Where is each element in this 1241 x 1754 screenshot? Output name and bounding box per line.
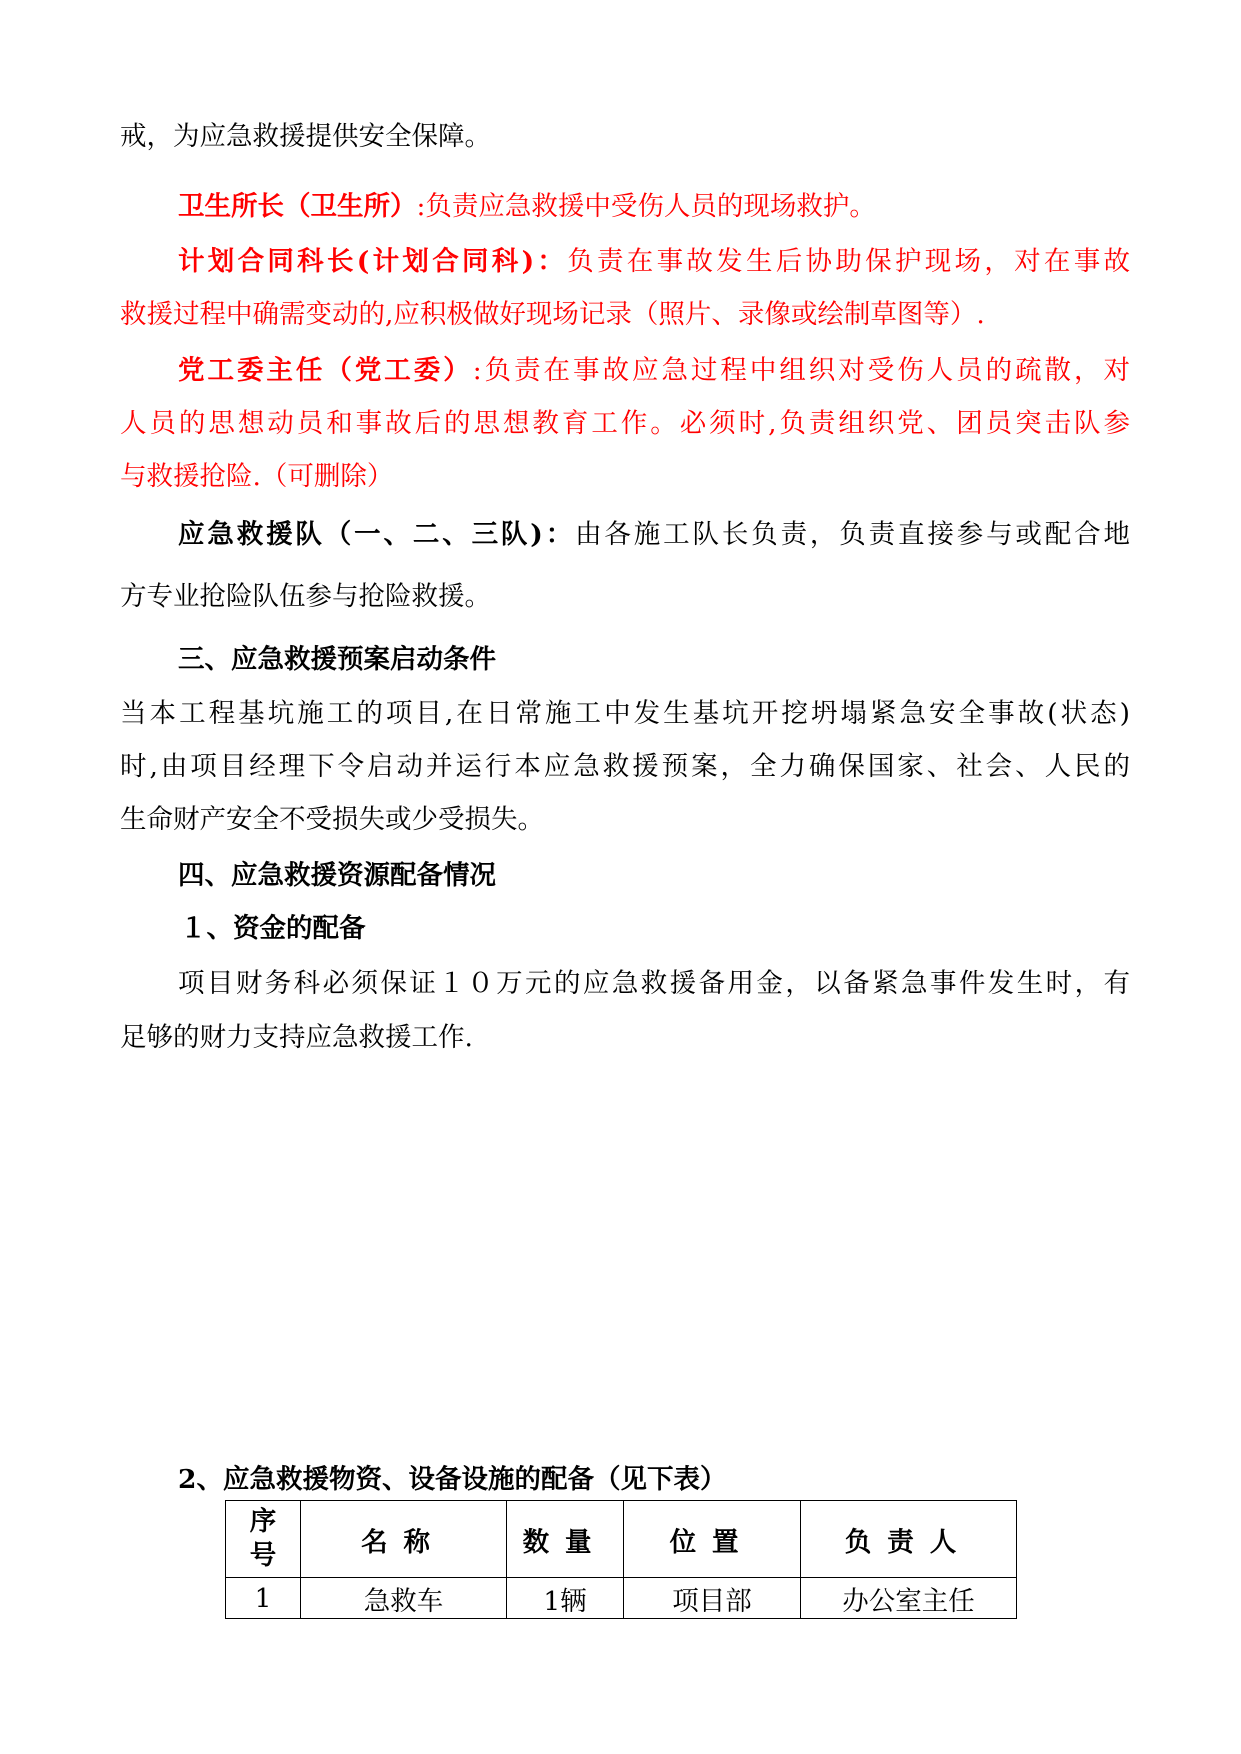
- paragraph-line: [120, 298, 1130, 332]
- header-location: 位置: [624, 1501, 801, 1578]
- text: 项目财务科必须保证１０万元的应急救援备用金，以备紧急事件发生时，有: [178, 968, 1130, 999]
- text: 与救援抢险.（可删除）: [120, 461, 394, 492]
- text: 足够的财力支持应急救援工作.: [120, 1022, 473, 1053]
- header-owner: 负责人: [801, 1501, 1017, 1578]
- paragraph-line: [120, 120, 1130, 154]
- header-qty: 数量: [507, 1501, 624, 1578]
- role-label: 党工委主任（党工委）: [178, 355, 473, 386]
- heading-text: １、资金的配备: [180, 913, 366, 944]
- role-label: 计划合同科长(计划合同科)：: [178, 246, 568, 277]
- heading-text: 四、应急救援资源配备情况: [178, 860, 496, 891]
- role-text: 由各施工队长负责，负责直接参与或配合地: [575, 519, 1131, 550]
- paragraph-line: [120, 697, 1130, 731]
- cell-qty: 1辆: [507, 1578, 624, 1619]
- text: 救援过程中确需变动的,应积极做好现场记录（照片、录像或绘制草图等）.: [120, 299, 985, 330]
- paragraph-line: [178, 967, 1130, 1001]
- text: 戒，为应急救援提供安全保障。: [120, 121, 491, 152]
- role-label: 卫生所长（卫生所）: [178, 191, 417, 222]
- section-heading-3: [178, 643, 1130, 677]
- cell-owner: 办公室主任: [801, 1578, 1017, 1619]
- table-title: 2、应急救援物资、设备设施的配备（见下表）: [178, 1464, 727, 1495]
- role-text: :负责应急救援中受伤人员的现场救护。: [416, 191, 876, 222]
- text: 方专业抢险队伍参与抢险救援。: [120, 581, 491, 612]
- header-seq-top: 序: [249, 1506, 277, 1537]
- role-paragraph-rescue-team: [178, 518, 1130, 552]
- role-paragraph-health: [178, 190, 1130, 224]
- paragraph-line: [120, 580, 1130, 614]
- text: 生命财产安全不受损失或少受损失。: [120, 804, 544, 835]
- text: 时,由项目经理下令启动并运行本应急救援预案，全力确保国家、社会、人民的: [120, 751, 1130, 782]
- table-header-row: [226, 1501, 1017, 1578]
- cell-seq: 1: [226, 1578, 301, 1619]
- table-row: [226, 1578, 1017, 1619]
- paragraph-line: [120, 407, 1130, 441]
- paragraph-line: [120, 460, 1130, 494]
- role-text: 负责在事故发生后协助保护现场，对在事故: [567, 246, 1131, 277]
- header-name: 名称: [301, 1501, 507, 1578]
- paragraph-line: [120, 803, 1130, 837]
- role-label: 应急救援队（一、二、三队)：: [178, 519, 576, 550]
- role-paragraph-contract: [178, 245, 1130, 279]
- heading-text: 三、应急救援预案启动条件: [178, 644, 496, 675]
- role-paragraph-party: [178, 354, 1130, 388]
- paragraph-line: [120, 1021, 1130, 1055]
- subsection-heading-funds: [180, 912, 1190, 946]
- role-text: :负责在事故应急过程中组织对受伤人员的疏散，对: [472, 355, 1131, 386]
- resources-table: [225, 1500, 1017, 1619]
- cell-name: 急救车: [301, 1578, 507, 1619]
- header-seq-bottom: 号: [249, 1540, 277, 1571]
- header-seq: [226, 1501, 301, 1578]
- paragraph-line: [120, 750, 1130, 784]
- cell-location: 项目部: [624, 1578, 801, 1619]
- text: 当本工程基坑施工的项目,在日常施工中发生基坑开挖坍塌紧急安全事故(状态): [120, 698, 1130, 729]
- text: 人员的思想动员和事故后的思想教育工作。必须时,负责组织党、团员突击队参: [120, 408, 1130, 439]
- section-heading-4: [178, 859, 1130, 893]
